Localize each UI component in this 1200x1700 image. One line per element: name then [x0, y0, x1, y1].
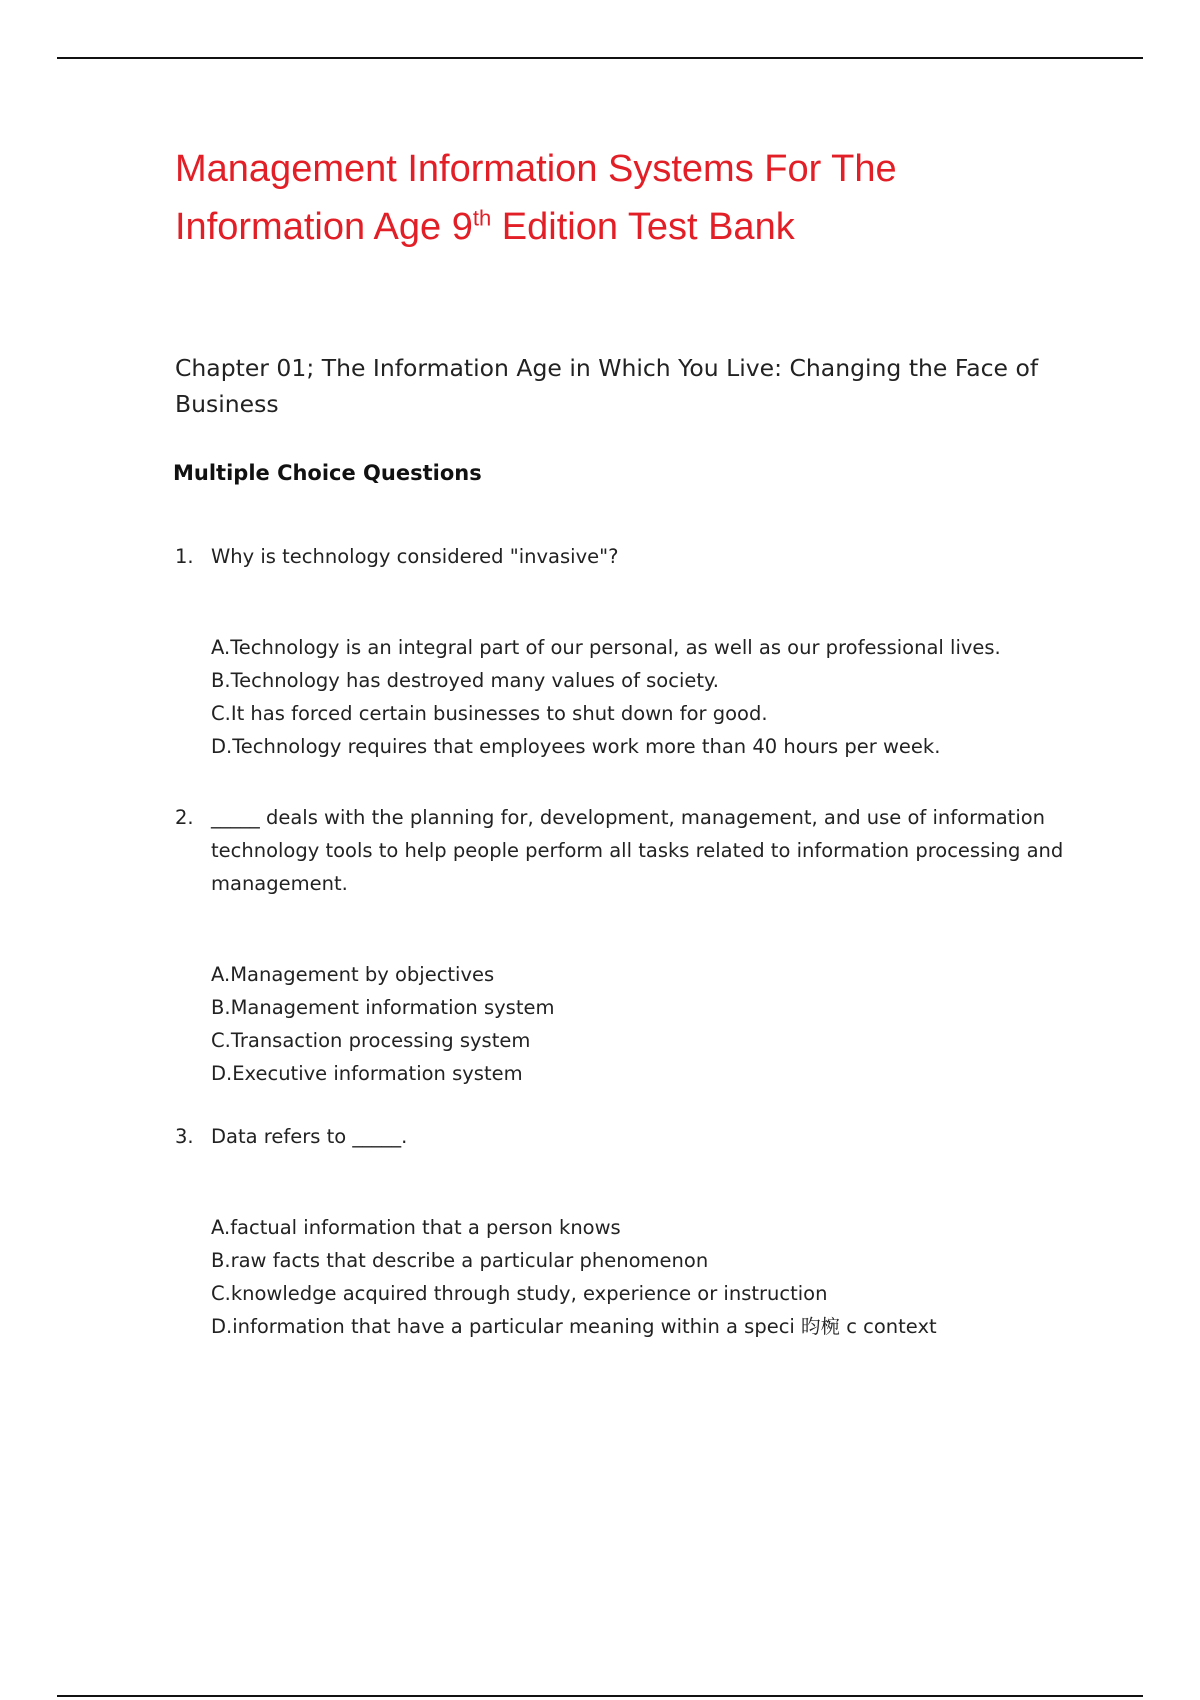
answer-options [211, 631, 1095, 763]
option-a: A.Technology is an integral part of our personal, as well as our professional lives. [211, 636, 1001, 659]
title-superscript: th [472, 205, 492, 231]
option-d: D.Executive information system [211, 1062, 523, 1085]
section-heading: Multiple Choice Questions [173, 461, 482, 485]
question-text: _____ deals with the planning for, development, management, and use of information technology tools to help people perform all tasks related to information processing and management. [211, 806, 1064, 895]
top-rule [57, 57, 1143, 59]
option-b: B.Management information system [211, 996, 555, 1019]
question-text: Why is technology considered "invasive"? [211, 545, 619, 568]
option-b: B.raw facts that describe a particular phenomenon [211, 1249, 709, 1272]
option-c: C.knowledge acquired through study, experience or instruction [211, 1282, 828, 1305]
question-text: Data refers to _____. [211, 1125, 408, 1148]
option-c: C.Transaction processing system [211, 1029, 531, 1052]
question-1 [175, 540, 1095, 763]
question-2 [175, 801, 1095, 1090]
document-title [175, 140, 1095, 256]
bottom-rule [57, 1695, 1143, 1697]
question-number: 3. [175, 1125, 194, 1148]
answer-options [211, 958, 1095, 1090]
question-3 [175, 1120, 1095, 1343]
option-a: A.factual information that a person knows [211, 1216, 621, 1239]
option-a: A.Management by objectives [211, 963, 495, 986]
option-b: B.Technology has destroyed many values of society. [211, 669, 719, 692]
answer-options [211, 1211, 1095, 1343]
question-number: 1. [175, 545, 194, 568]
option-d: D.information that have a particular meaning within a speci 昀椀 c context [211, 1315, 937, 1338]
chapter-heading: Chapter 01; The Information Age in Which You Live: Changing the Face of Business [175, 354, 1039, 418]
question-number: 2. [175, 806, 194, 829]
title-text-end: Edition Test Bank [491, 206, 795, 248]
title-text-main: Management Information Systems For The Information Age 9 [175, 148, 897, 248]
option-c: C.It has forced certain businesses to shut down for good. [211, 702, 768, 725]
document-body [175, 140, 1095, 1343]
option-d: D.Technology requires that employees work more than 40 hours per week. [211, 735, 941, 758]
